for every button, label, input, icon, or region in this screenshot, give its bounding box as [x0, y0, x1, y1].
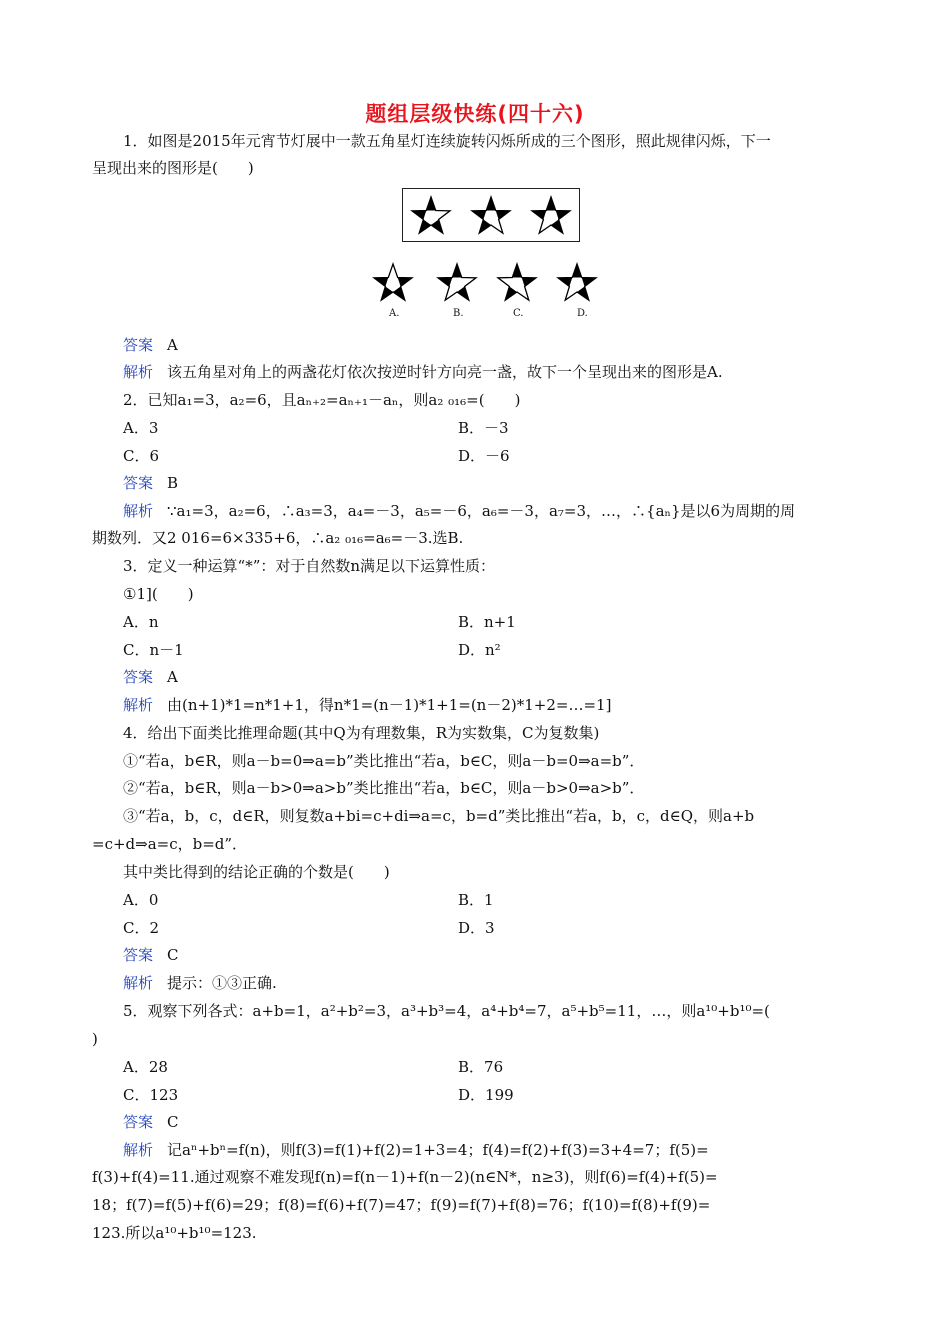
- q2-answer: 答案 B: [123, 474, 179, 492]
- q5-answer: 答案 C: [123, 1113, 179, 1131]
- star-sequence-box: [402, 188, 580, 242]
- q5-analysis-line4: 123.所以a¹⁰+b¹⁰=123.: [92, 1224, 257, 1242]
- q1-stem-line2: 呈现出来的图形是( ): [92, 159, 254, 177]
- q5-analysis-line3: 18；f(7)=f(5)+f(6)=29；f(8)=f(6)+f(7)=47；f(9)=f(7)+f(8)=76；f(10)=f(8)+f(9)=: [92, 1196, 711, 1214]
- answer-label: 答案: [123, 336, 154, 354]
- q4-statement-1: ①“若a，b∈R，则a－b=0⇒a=b”类比推出“若a，b∈C，则a－b=0⇒a=b”．: [123, 752, 645, 770]
- star-option-c-label: C.: [513, 308, 524, 319]
- star-option-c-icon: [498, 264, 536, 300]
- q1-stem-line1: 1．如图是2015年元宵节灯展中一款五角星灯连续旋转闪烁所成的三个图形，照此规律闪烁，下一: [123, 132, 771, 150]
- star-icon-2: [472, 197, 510, 233]
- q5-option-a: A．28: [123, 1058, 168, 1076]
- q4-statement-3: ③“若a，b，c，d∈R，则复数a+bi=c+di⇒a=c，b=d”类比推出“若a，b，c，d∈Q，则a+b: [123, 807, 755, 825]
- q3-option-b: B．n+1: [458, 613, 516, 631]
- page-title: 题组层级快练(四十六): [365, 102, 585, 126]
- q2-option-a: A．3: [123, 419, 159, 437]
- star-icon-3: [532, 197, 570, 233]
- q4-option-b: B．1: [458, 891, 494, 909]
- analysis-label: 解析: [123, 363, 154, 381]
- star-option-b-label: B.: [453, 308, 464, 319]
- star-options-figure: [365, 258, 605, 308]
- q3-stem: 3．定义一种运算“*”：对于自然数n满足以下运算性质：: [123, 557, 496, 575]
- q4-option-d: D．3: [458, 919, 495, 937]
- q5-option-c: C．123: [123, 1086, 179, 1104]
- q3-analysis: 解析 由(n+1)*1=n*1+1，得n*1=(n－1)*1+1=(n－2)*1+2=…=1]: [123, 696, 612, 714]
- q1-answer: 答案 A: [123, 336, 178, 354]
- q5-stem-line2: ): [92, 1030, 98, 1048]
- q5-analysis-line2: f(3)+f(4)=11.通过观察不难发现f(n)=f(n－1)+f(n－2)(n∈N*，n≥3)，则f(6)=f(4)+f(5)=: [92, 1168, 718, 1186]
- q2-analysis-line2: 期数列．又2 016=6×335+6，∴a₂ ₀₁₆=a₆=－3.选B.: [92, 529, 464, 547]
- star-option-d-label: D.: [577, 308, 588, 319]
- q3-option-c: C．n－1: [123, 641, 184, 659]
- q3-option-d: D．n²: [458, 641, 501, 659]
- q3-answer: 答案 A: [123, 668, 178, 686]
- star-icon-1: [412, 197, 450, 233]
- star-option-a-icon: [374, 264, 412, 300]
- q5-option-d: D．199: [458, 1086, 514, 1104]
- q4-option-c: C．2: [123, 919, 160, 937]
- q4-analysis: 解析 提示：①③正确.: [123, 974, 277, 992]
- q5-analysis: 解析 记aⁿ+bⁿ=f(n)，则f(3)=f(1)+f(2)=1+3=4；f(4)=f(2)+f(3)=3+4=7；f(5)=: [123, 1141, 709, 1159]
- star-option-b-icon: [438, 264, 476, 300]
- q4-option-a: A．0: [123, 891, 159, 909]
- q3-stem-line2: ①1]( ): [123, 585, 194, 603]
- q5-stem: 5．观察下列各式：a+b=1，a²+b²=3，a³+b³=4，a⁴+b⁴=7，a⁵+b⁵=11，…，则a¹⁰+b¹⁰=(: [123, 1002, 770, 1020]
- q4-answer: 答案 C: [123, 946, 179, 964]
- q5-option-b: B．76: [458, 1058, 504, 1076]
- q2-option-d: D．－6: [458, 447, 510, 465]
- q4-statement-2: ②“若a，b∈R，则a－b>0⇒a>b”类比推出“若a，b∈C，则a－b>0⇒a>b”．: [123, 779, 645, 797]
- q4-question: 其中类比得到的结论正确的个数是( ): [123, 863, 390, 881]
- q3-option-a: A．n: [123, 613, 159, 631]
- q1-analysis: 解析 该五角星对角上的两盏花灯依次按逆时针方向亮一盏，故下一个呈现出来的图形是A.: [123, 363, 723, 381]
- q2-analysis: 解析 ∵a₁=3，a₂=6，∴a₃=3，a₄=－3，a₅=－6，a₆=－3，a₇=3，…，∴{aₙ}是以6为周期的周: [123, 502, 796, 520]
- q2-option-b: B．－3: [458, 419, 509, 437]
- star-option-d-icon: [558, 264, 596, 300]
- q2-option-c: C．6: [123, 447, 160, 465]
- star-option-a-label: A.: [389, 308, 400, 319]
- q4-statement-3-line2: =c+d⇒a=c，b=d”．: [92, 835, 248, 853]
- q2-stem: 2．已知a₁=3，a₂=6，且aₙ₊₂=aₙ₊₁－aₙ，则a₂ ₀₁₆=( ): [123, 391, 521, 409]
- q4-stem: 4．给出下面类比推理命题(其中Q为有理数集，R为实数集，C为复数集): [123, 724, 600, 742]
- star-sequence-figure: [403, 189, 579, 241]
